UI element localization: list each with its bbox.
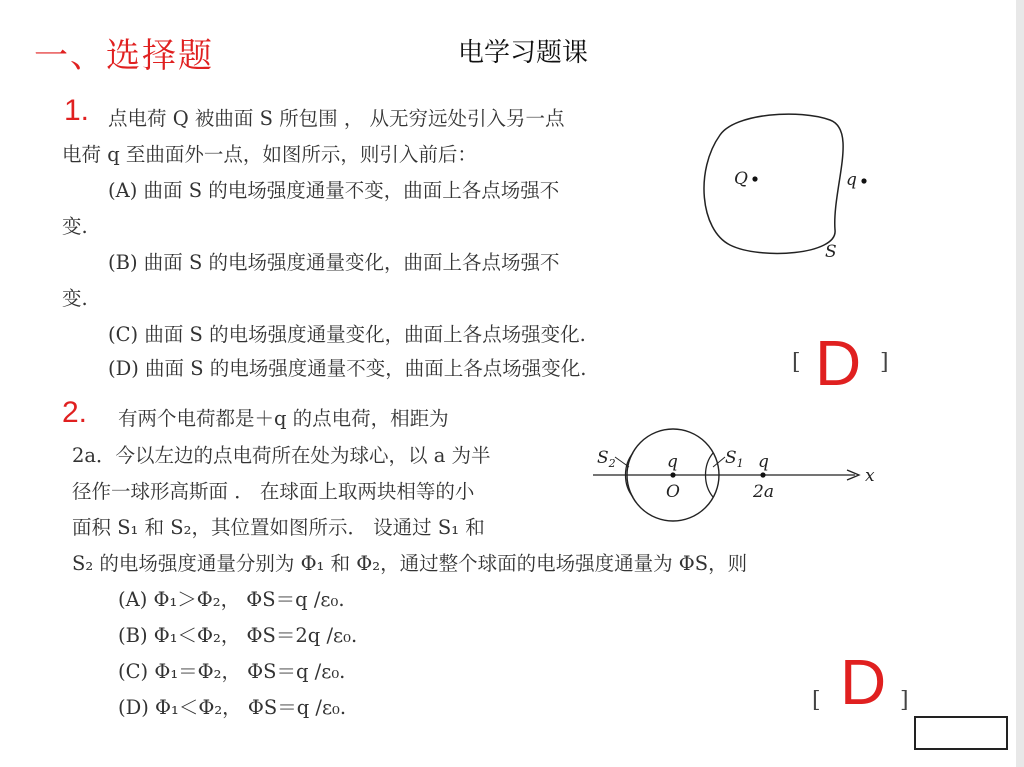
q1-line-1: 点电荷 Q 被曲面 S 所包围 ， 从无穷远处引入另一点 [108,107,565,130]
label-Q: Q [734,169,748,189]
question-2-number: 2. [62,396,88,429]
s2-leader-line [615,457,629,467]
q1-option-c: (C) 曲面 S 的电场强度通量变化，曲面上各点场强变化. [108,323,586,346]
q1-answer: D [815,327,862,399]
closed-surface-s [704,114,843,253]
label-S1: $S_1$ [725,448,744,470]
q2-answer: D [840,646,887,718]
q1-figure [680,95,910,275]
q2-line-5: S₂ 的电场强度通量分别为 Φ₁ 和 Φ₂，通过整个球面的电场强度通量为 ΦS，则 [72,552,748,575]
q2-line-3: 径作一球形高斯面 ． 在球面上取两块相等的小 [72,480,475,503]
q2-bracket-open: [ [812,688,821,713]
label-x: x [865,466,875,486]
q1-line-2: 电荷 q 至曲面外一点，如图所示，则引入前后： [62,143,477,166]
q2-option-b: (B) Φ₁＜Φ₂， ΦS＝2q /ε₀. [118,624,358,647]
q1-option-a-cont: 变. [62,215,88,238]
q2-option-d: (D) Φ₁＜Φ₂， ΦS＝q /ε₀. [118,696,347,719]
charge-left-dot [670,472,675,477]
question-1-number: 1. [64,94,90,127]
q1-bracket-close: ] [880,350,889,375]
label-O: O [666,482,680,502]
q1-option-b-cont: 变. [62,287,88,310]
label-q: q [846,170,857,190]
label-q-left: q [667,452,678,472]
q1-option-b: (B) 曲面 S 的电场强度通量变化，曲面上各点场强不 [108,251,560,274]
slide-edge-shadow [1016,0,1024,767]
slide-nav-box[interactable] [914,716,1008,750]
section-title: 一、选择题 [34,36,214,76]
q2-figure [585,425,885,530]
label-2a: 2a [753,482,774,502]
q2-line-4: 面积 S₁ 和 S₂，其位置如图所示． 设通过 S₁ 和 [72,516,485,539]
charge-q-dot [861,178,866,183]
label-S: S [825,242,837,262]
q2-line-2: 2a．今以左边的点电荷所在处为球心，以 a 为半 [72,444,491,467]
q2-option-c: (C) Φ₁＝Φ₂， ΦS＝q /ε₀. [118,660,346,683]
label-S2: $S_2$ [597,448,616,470]
charge-Q-dot [752,176,757,181]
q2-bracket-close: ] [900,688,909,713]
q2-line-1: 有两个电荷都是＋q 的点电荷，相距为 [118,407,449,430]
charge-right-dot [760,472,765,477]
q1-option-a: (A) 曲面 S 的电场强度通量不变，曲面上各点场强不 [108,179,560,202]
q2-option-a: (A) Φ₁＞Φ₂， ΦS＝q /ε₀. [118,588,345,611]
q1-option-d: (D) 曲面 S 的电场强度通量不变，曲面上各点场强变化. [108,357,587,380]
course-title: 电学习题课 [458,38,589,68]
q1-bracket-open: [ [792,350,801,375]
label-q-right: q [758,452,769,472]
s1-leader-line [713,457,725,467]
